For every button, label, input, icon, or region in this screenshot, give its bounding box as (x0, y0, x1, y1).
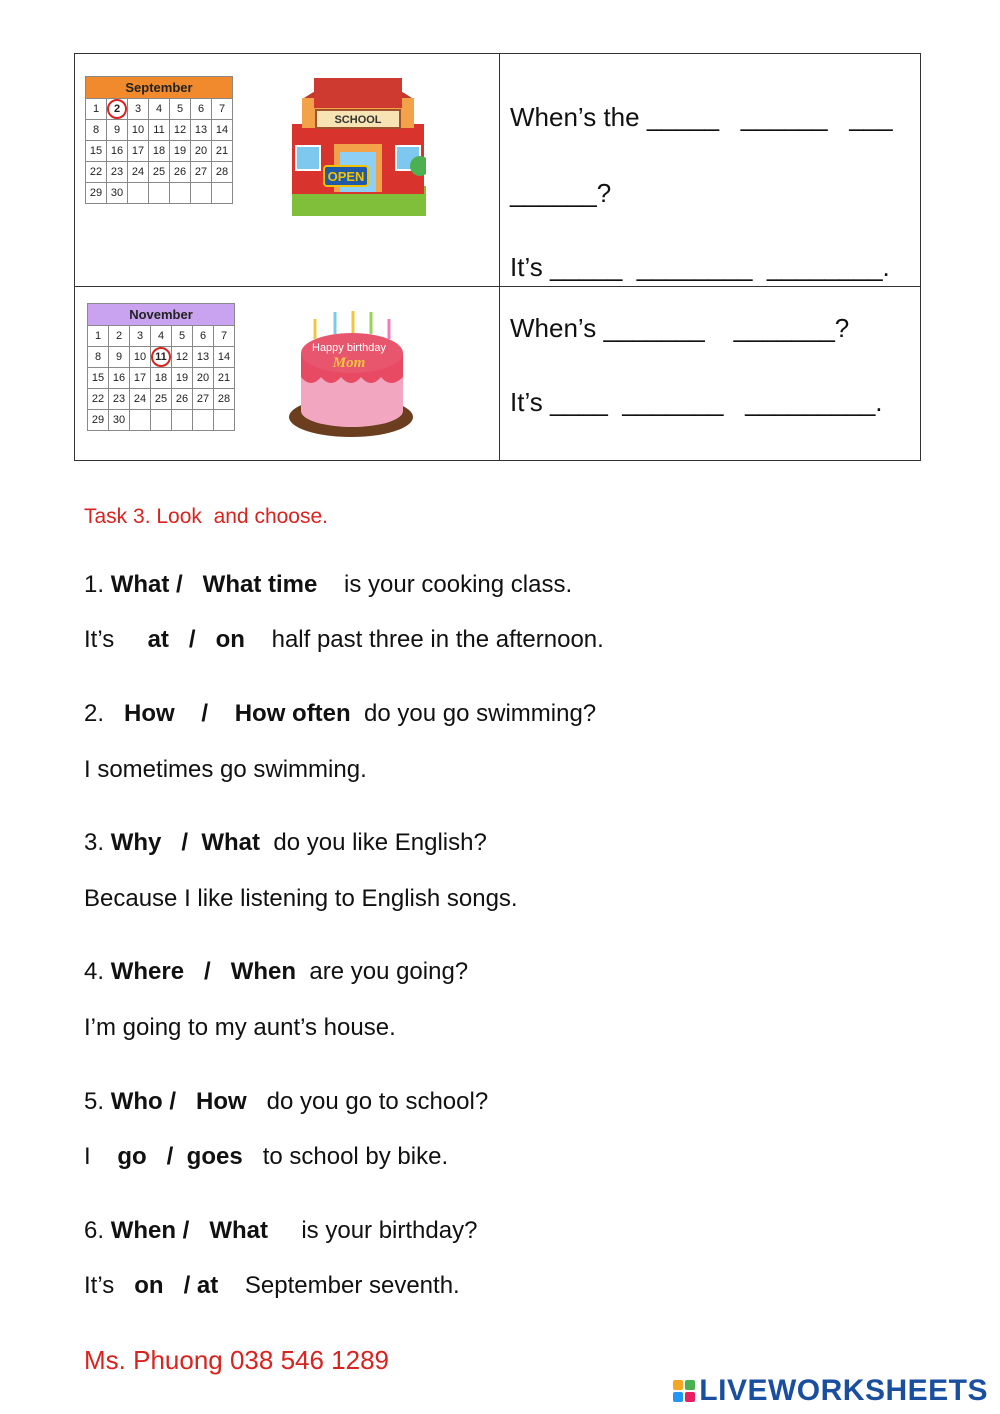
answer-1: It’s at / on half past three in the afternoon. (84, 626, 604, 653)
calendar-week (86, 99, 233, 120)
calendar-day: 14 (212, 120, 233, 141)
calendar-day (107, 99, 128, 120)
calendar-day (149, 183, 170, 204)
calendar-week (86, 162, 233, 183)
calendar-day (193, 410, 214, 431)
calendar-day: 1 (86, 99, 107, 120)
calendar-day: 29 (88, 410, 109, 431)
calendar-week (88, 410, 235, 431)
answer-line: It’s _____ ________ ________. (510, 252, 890, 282)
calendar-week (88, 368, 235, 389)
calendar-day: 1 (88, 326, 109, 347)
open-sign-text: OPEN (327, 169, 365, 184)
choice-options[interactable]: Where / When (110, 958, 297, 985)
calendar-day: 3 (128, 99, 149, 120)
calendar-day: 23 (109, 389, 130, 410)
calendar-day: 25 (151, 389, 172, 410)
cake-text-1: Happy birthday (312, 342, 386, 354)
choice-options[interactable]: at / on (147, 626, 245, 653)
marked-day-circle: 11 (151, 347, 171, 367)
calendar-day: 18 (149, 141, 170, 162)
calendar-day: 4 (151, 326, 172, 347)
calendar-day: 24 (128, 162, 149, 183)
calendar-week (88, 389, 235, 410)
calendar-day: 19 (172, 368, 193, 389)
calendar-week (86, 183, 233, 204)
calendar-day: 15 (88, 368, 109, 389)
calendar-day: 10 (130, 347, 151, 368)
calendar-week (86, 120, 233, 141)
calendar-day: 23 (107, 162, 128, 183)
choice-options[interactable]: How / How often (124, 700, 351, 727)
cake-text-2: Mom (332, 355, 366, 371)
answer-5: I go / goes to school by bike. (84, 1143, 449, 1170)
calendar-day: 21 (214, 368, 235, 389)
logo-text: LIVEWORKSHEETS (699, 1374, 988, 1407)
calendar-day (128, 183, 149, 204)
calendar-day (214, 410, 235, 431)
calendar-day: 12 (170, 120, 191, 141)
question-line-1: When’s the _____ ______ ___ (510, 102, 893, 132)
calendar-day: 11 (149, 120, 170, 141)
answer-line: It’s ____ _______ _________. (510, 387, 883, 417)
school-building-image (292, 66, 426, 216)
calendar-day: 22 (86, 162, 107, 183)
calendar-day: 4 (149, 99, 170, 120)
calendar-day: 18 (151, 368, 172, 389)
calendar-day (151, 347, 172, 368)
text-cell-school (500, 54, 921, 287)
calendar-day: 19 (170, 141, 191, 162)
calendar-day: 22 (88, 389, 109, 410)
calendar-day: 17 (128, 141, 149, 162)
calendar-day: 24 (130, 389, 151, 410)
calendar-day (172, 410, 193, 431)
task-title: Task 3. Look and choose. (84, 505, 328, 528)
calendar-day: 2 (109, 326, 130, 347)
calendar-day: 20 (193, 368, 214, 389)
question-5: 5. Who / How do you go to school? (84, 1088, 489, 1115)
calendar-day: 28 (214, 389, 235, 410)
calendar-day: 16 (107, 141, 128, 162)
calendar-day: 5 (172, 326, 193, 347)
answer-3: Because I like listening to English songs. (84, 885, 518, 912)
calendar-day: 5 (170, 99, 191, 120)
choice-options[interactable]: Who / How (110, 1088, 247, 1115)
calendar-day: 25 (149, 162, 170, 183)
calendar-day: 28 (212, 162, 233, 183)
question-6: 6. When / What is your birthday? (84, 1217, 478, 1244)
image-cell-birthday (75, 287, 500, 461)
calendar-day: 27 (193, 389, 214, 410)
calendar-november (87, 303, 235, 431)
choice-options[interactable]: on / at (134, 1272, 219, 1299)
calendar-day: 29 (86, 183, 107, 204)
calendar-day: 12 (172, 347, 193, 368)
calendar-september (85, 76, 233, 204)
answer-6: It’s on / at September seventh. (84, 1272, 460, 1299)
image-cell-school (75, 54, 500, 287)
calendar-day: 30 (107, 183, 128, 204)
exercise-table (74, 53, 921, 461)
calendar-day: 13 (191, 120, 212, 141)
logo-icon (673, 1380, 695, 1402)
calendar-day: 14 (214, 347, 235, 368)
calendar-day: 8 (88, 347, 109, 368)
calendar-day: 27 (191, 162, 212, 183)
calendar-day: 15 (86, 141, 107, 162)
choice-options[interactable]: go / goes (117, 1143, 243, 1170)
choice-options[interactable]: Why / What (110, 829, 261, 856)
question-line-2: ______? (510, 178, 612, 208)
calendar-day: 7 (214, 326, 235, 347)
calendar-week (88, 347, 235, 368)
calendar-day: 6 (191, 99, 212, 120)
calendar-day (151, 410, 172, 431)
question-line: When’s _______ _______? (510, 313, 850, 343)
calendar-day: 17 (130, 368, 151, 389)
calendar-week (88, 326, 235, 347)
liveworksheets-logo (673, 1374, 988, 1408)
calendar-day: 3 (130, 326, 151, 347)
calendar-day: 9 (107, 120, 128, 141)
calendar-day: 8 (86, 120, 107, 141)
calendar-day (191, 183, 212, 204)
calendar-day: 21 (212, 141, 233, 162)
calendar-day: 9 (109, 347, 130, 368)
birthday-cake-image (287, 307, 417, 439)
question-4: 4. Where / When are you going? (84, 958, 469, 985)
calendar-month: November (88, 304, 235, 326)
calendar-day: 20 (191, 141, 212, 162)
answer-4: I’m going to my aunt’s house. (84, 1014, 396, 1041)
choice-options[interactable]: What / What time (110, 571, 318, 598)
calendar-day: 16 (109, 368, 130, 389)
text-cell-birthday (500, 287, 921, 461)
calendar-day (212, 183, 233, 204)
calendar-day: 7 (212, 99, 233, 120)
calendar-month: September (86, 77, 233, 99)
answer-2: I sometimes go swimming. (84, 756, 367, 783)
author-credit: Ms. Phuong 038 546 1289 (84, 1345, 390, 1375)
calendar-day: 13 (193, 347, 214, 368)
choice-options[interactable]: When / What (110, 1217, 268, 1244)
calendar-day (130, 410, 151, 431)
calendar-day: 30 (109, 410, 130, 431)
marked-day-circle: 2 (107, 99, 127, 119)
calendar-day: 10 (128, 120, 149, 141)
question-1: 1. What / What time is your cooking class. (84, 571, 573, 598)
calendar-day: 6 (193, 326, 214, 347)
calendar-day: 26 (172, 389, 193, 410)
question-3: 3. Why / What do you like English? (84, 829, 487, 856)
question-2: 2. How / How often do you go swimming? (84, 700, 597, 727)
calendar-day (170, 183, 191, 204)
calendar-day: 26 (170, 162, 191, 183)
school-sign-text: SCHOOL (334, 114, 382, 126)
calendar-week (86, 141, 233, 162)
